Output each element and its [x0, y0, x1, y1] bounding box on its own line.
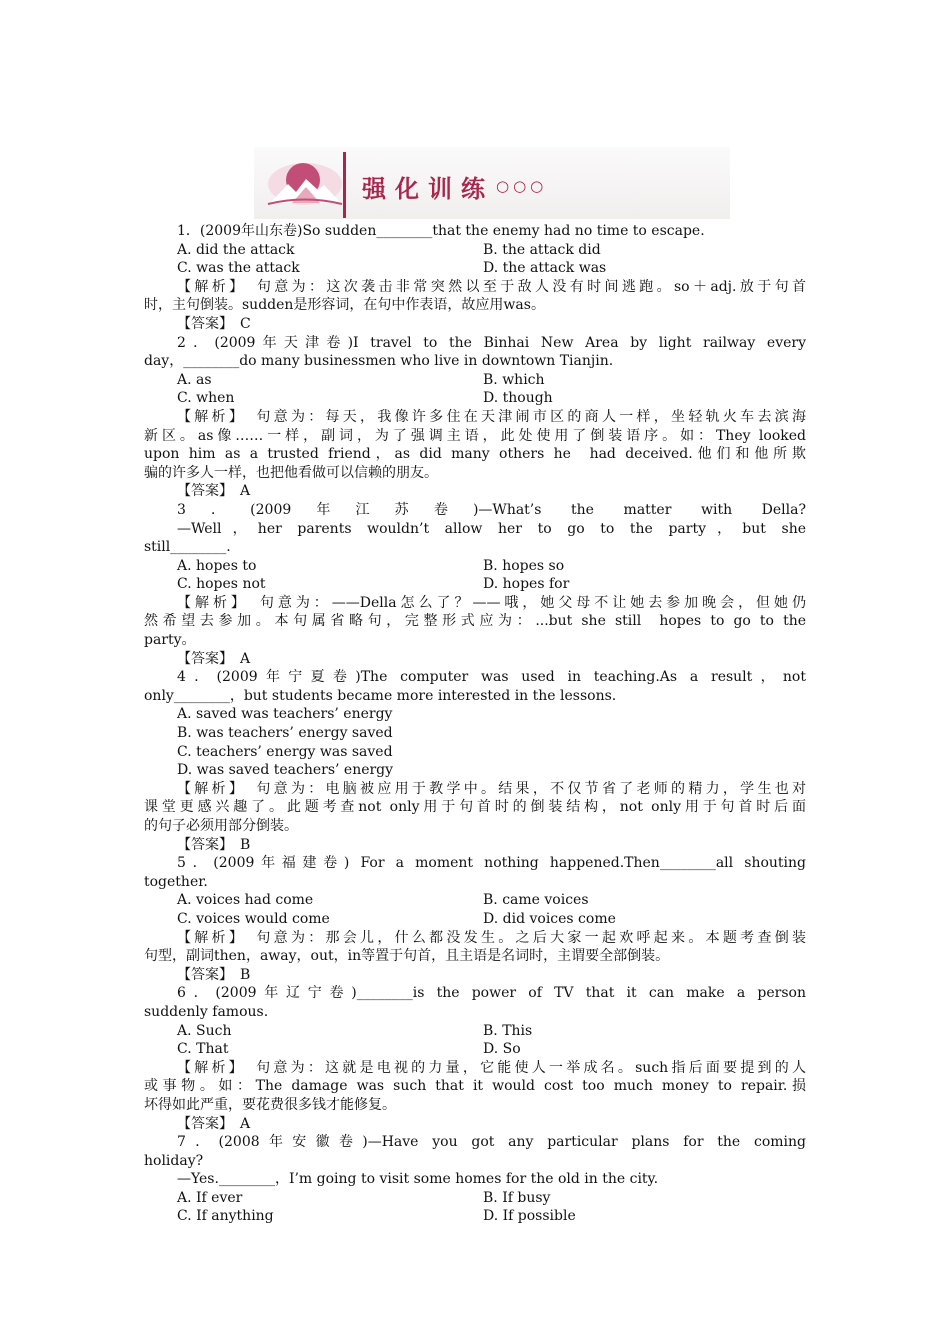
option-row — [144, 575, 806, 594]
question-stem-line: day，________do many businessmen who live in downtown Tianjin. — [144, 353, 614, 370]
question-stem-line: together. — [144, 873, 208, 890]
question-stem-line: 5．(2009年福建卷) For a moment nothing happened.Then________all shouting — [177, 855, 806, 872]
answer-option: C. If anything — [177, 1208, 274, 1225]
answer-option: A. hopes to — [177, 557, 257, 574]
explanation-line: 课堂更感兴趣了。此题考查not only用于句首时的倒装结构，not only用于句首时后面 — [144, 799, 806, 816]
answer-line: 【答案】 C — [177, 315, 251, 332]
answer-option: B. was teachers’ energy saved — [177, 725, 393, 742]
explanation-line: upon him as a trusted friend，as did many others he had deceived.他们和他所欺 — [144, 446, 806, 463]
explanation-line: 【解析】 句意为：电脑被应用于教学中。结果，不仅节省了老师的精力，学生也对 — [177, 780, 806, 797]
question-stem-line: —Well，her parents wouldn’t allow her to go to the party，but she — [177, 520, 806, 537]
option-row — [144, 743, 806, 762]
question-stem-line: 3．(2009年江苏卷)—What’s the matter with Della? — [177, 501, 806, 518]
section-title: 强化训练 — [362, 175, 494, 203]
option-row — [144, 724, 806, 743]
explanation-line: 的句子必须用部分倒装。 — [144, 818, 298, 834]
option-row — [144, 371, 806, 390]
answer-option: D. did voices come — [483, 910, 616, 927]
question-stem-line: 6．(2009年辽宁卷)________is the power of TV that it can make a person — [177, 985, 806, 1002]
explanation-line: 坏得如此严重，要花费很多钱才能修复。 — [144, 1096, 396, 1113]
option-row — [144, 705, 806, 724]
answer-option: B. This — [483, 1022, 533, 1039]
answer-option: B. If busy — [483, 1189, 551, 1206]
banner-divider — [343, 152, 346, 218]
answer-option: C. when — [177, 390, 235, 407]
answer-option: A. If ever — [177, 1189, 243, 1206]
section-banner — [254, 147, 730, 219]
option-row — [144, 259, 806, 278]
answer-line: 【答案】 A — [177, 483, 251, 500]
option-row — [144, 1022, 806, 1041]
answer-option: A. saved was teachers’ energy — [177, 706, 393, 723]
question-stem-line: only________，but students became more interested in the lessons. — [144, 687, 617, 704]
title-dots: ○○○ — [496, 177, 548, 195]
option-row — [144, 1189, 806, 1208]
option-row — [144, 241, 806, 260]
answer-line: 【答案】 B — [177, 836, 251, 853]
answer-option: B. the attack did — [483, 241, 601, 258]
question-stem-line: —Yes.________，I’m going to visit some homes for the old in the city. — [177, 1171, 659, 1188]
answer-option: C. was the attack — [177, 260, 300, 277]
explanation-line: 然希望去参加。本句属省略句，完整形式应为：...but she still hopes to go to the — [144, 613, 806, 630]
answer-option: A. Such — [177, 1022, 232, 1039]
question-stem-line: 7．(2008年安徽卷)—Have you got any particular plans for the coming — [177, 1134, 806, 1151]
answer-option: C. That — [177, 1041, 229, 1058]
answer-option: B. hopes so — [483, 557, 565, 574]
explanation-line: 【解析】 句意为：这次袭击非常突然以至于敌人没有时间逃跑。so＋adj.放于句首 — [177, 278, 806, 295]
answer-option: C. teachers’ energy was saved — [177, 743, 393, 760]
question-stem-line: holiday? — [144, 1152, 204, 1169]
explanation-line: 时，主句倒装。sudden是形容词，在句中作表语，故应用was。 — [144, 297, 545, 314]
question-stem-line: 1．(2009年山东卷)So sudden________that the enemy had no time to escape. — [177, 223, 705, 239]
answer-line: 【答案】 B — [177, 966, 251, 983]
option-row — [144, 910, 806, 929]
explanation-line: 新区。as像……一样，副词，为了强调主语，此处使用了倒装语序。如：They looked — [144, 427, 806, 444]
answer-option: D. hopes for — [483, 576, 570, 593]
option-row — [144, 1207, 806, 1226]
explanation-line: party。 — [144, 632, 196, 649]
answer-line: 【答案】 A — [177, 650, 251, 667]
answer-option: C. hopes not — [177, 576, 266, 593]
answer-line: 【答案】 A — [177, 1115, 251, 1132]
option-row — [144, 761, 806, 780]
question-stem-line: still________. — [144, 539, 231, 556]
answer-option: C. voices would come — [177, 910, 330, 927]
answer-option: D. If possible — [483, 1208, 576, 1225]
answer-option: B. which — [483, 371, 545, 388]
explanation-line: 句型，副词then，away，out，in等置于句首，且主语是名词时，主谓要全部倒装。 — [144, 948, 670, 965]
option-row — [144, 1040, 806, 1059]
question-stem-line: 4．(2009年宁夏卷)The computer was used in teaching.As a result，not — [177, 669, 806, 686]
explanation-line: 【解析】 句意为：每天，我像许多住在天津闹市区的商人一样，坐轻轨火车去滨海 — [177, 408, 806, 425]
explanation-line: 骗的许多人一样，也把他看做可以信赖的朋友。 — [144, 464, 438, 481]
question-stem-line: 2．(2009年天津卷)I travel to the Binhai New Area by light railway every — [177, 334, 806, 351]
answer-option: D. was saved teachers’ energy — [177, 762, 394, 779]
explanation-line: 【解析】 句意为：——Della怎么了？——哦，她父母不让她去参加晚会，但她仍 — [177, 594, 806, 611]
explanation-line: 【解析】 句意为：这就是电视的力量，它能使人一举成名。such指后面要提到的人 — [177, 1059, 806, 1076]
exercise-list — [144, 222, 806, 1226]
option-row — [144, 389, 806, 408]
option-row — [144, 891, 806, 910]
question-stem-line: suddenly famous. — [144, 1003, 269, 1020]
answer-option: A. voices had come — [177, 892, 314, 909]
answer-option: A. as — [177, 371, 212, 388]
answer-option: D. So — [483, 1041, 521, 1058]
explanation-line: 或事物。如：The damage was such that it would cost too much money to repair.损 — [144, 1078, 806, 1095]
answer-option: B. came voices — [483, 892, 589, 909]
answer-option: D. the attack was — [483, 260, 607, 277]
answer-option: D. though — [483, 390, 553, 407]
answer-option: A. did the attack — [177, 241, 295, 258]
explanation-line: 【解析】 句意为：那会儿，什么都没发生。之后大家一起欢呼起来。本题考查倒装 — [177, 929, 806, 946]
option-row — [144, 557, 806, 576]
mountain-sun-logo-icon — [266, 159, 344, 207]
